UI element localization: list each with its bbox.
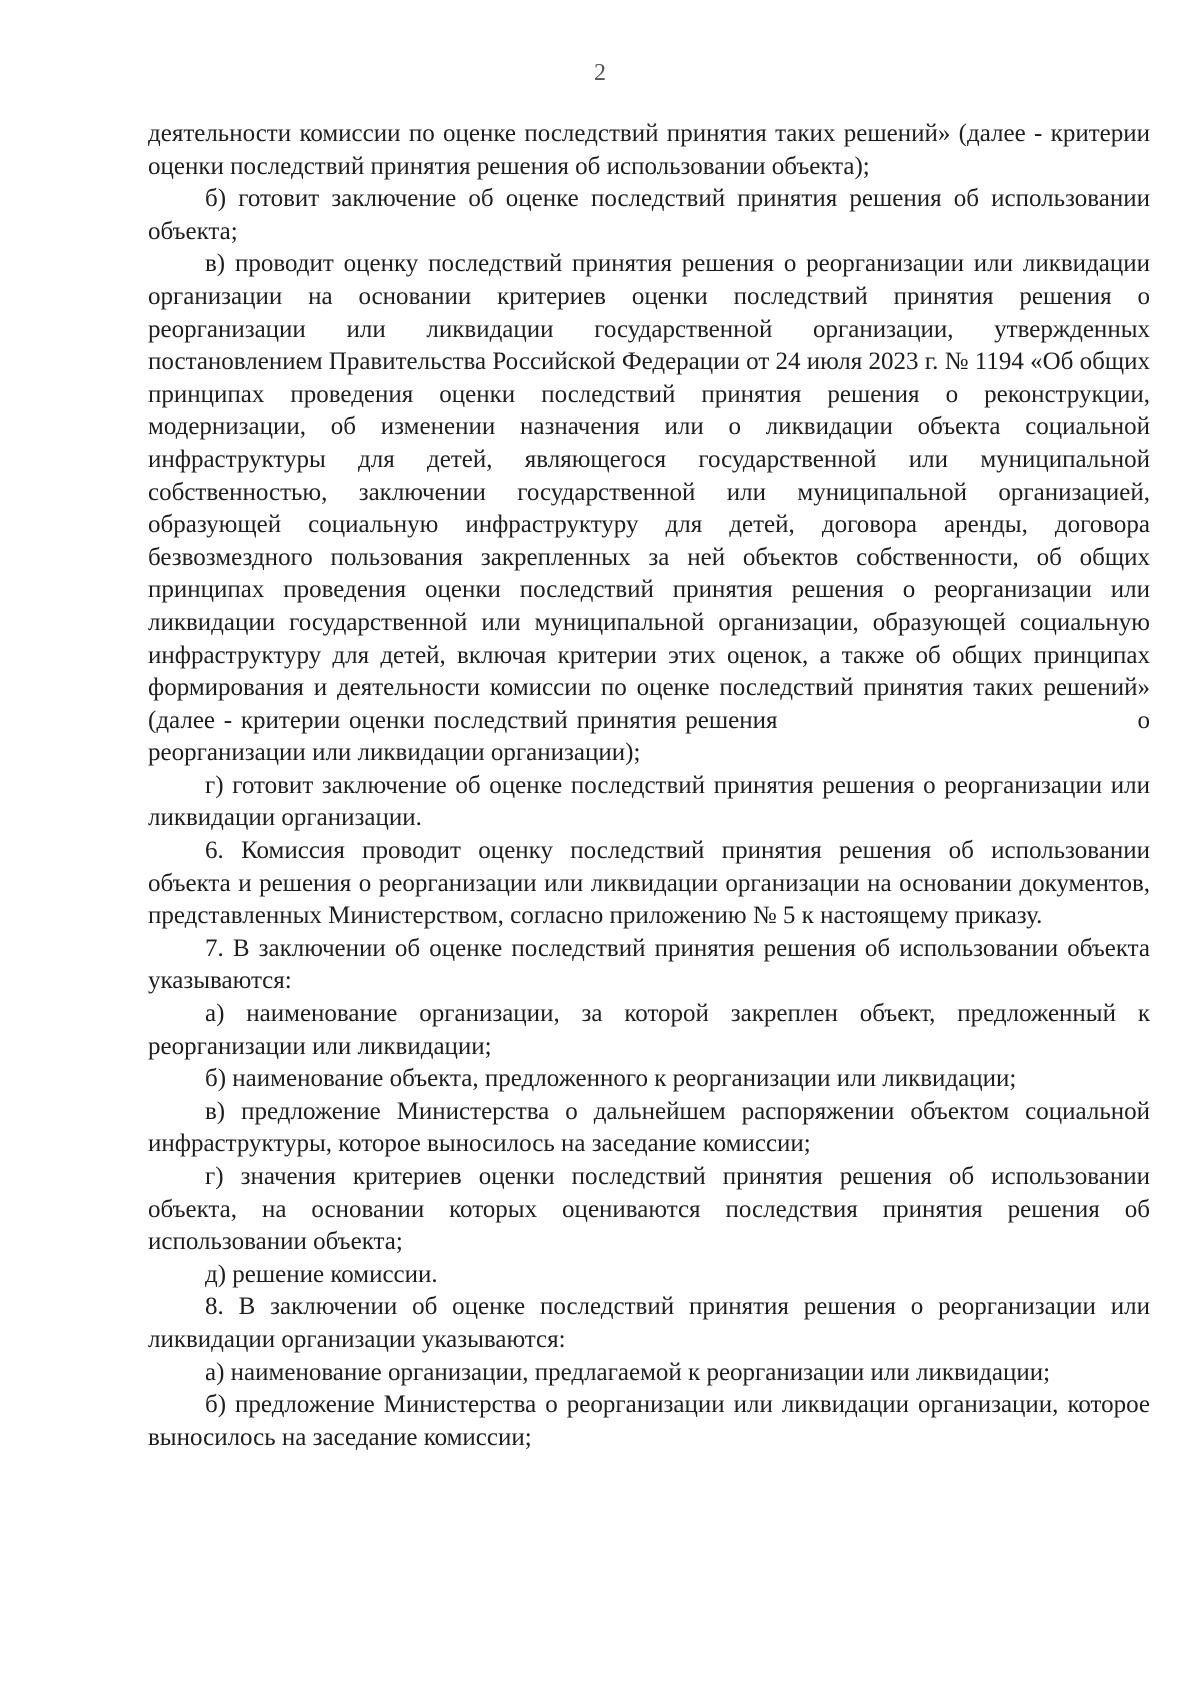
document-body xyxy=(148,118,1150,1454)
paragraph: б) готовит заключение об оценке последствий принятия решения об использовании объекта; xyxy=(148,185,1150,245)
paragraph: д) решение комиссии. xyxy=(205,1260,438,1288)
paragraph: а) наименование организации, за которой закреплен объект, предложенный к реорганизации или ликвидации; xyxy=(148,1000,1150,1060)
paragraph: в) предложение Министерства о дальнейшем распоряжении объектом социальной инфраструктуры, которое выносилось на заседание комиссии; xyxy=(148,1097,1150,1158)
paragraph: г) готовит заключение об оценке последствий принятия решения о реорганизации или ликвидации организации. xyxy=(148,771,1150,832)
paragraph: б) наименование объекта, предложенного к реорганизации или ликвидации; xyxy=(205,1065,1017,1093)
paragraph-text-tail: о реорганизации или ликвидации организации); xyxy=(148,706,1150,767)
paragraph: а) наименование организации, предлагаемой к реорганизации или ликвидации; xyxy=(205,1358,1051,1386)
paragraph-text: в) проводит оценку последствий принятия решения о реорганизации или ликвидации организации на основании критериев оценки последствий принятия решения о реорганизации или ликвидации государственной организации, утвержденных постановлением Правительства Российской Федерации от 24 июля 2023 г. № 1194 «Об общих принципах проведения оценки последствий принятия решения о реконструкции, модернизации, об изменении назначения или о ликвидации объекта социальной инфраструктуры для детей, являющегося государственной или муниципальной собственностью, заключении государственной или муниципальной организацией, образующей социальную инфраструктуру для детей, договора аренды, договора безвозмездного пользования закрепленных за ней объектов собственности, об общих принципах проведения оценки последствий принятия решения о реорганизации или ликвидации государственной или муниципальной организации, образующей социальную инфраструктуру для детей, включая критерии этих оценок, а также об общих принципах формирования и деятельности комиссии по оценке последствий принятия таких решений» (далее - критерии оценки последствий принятия решения xyxy=(148,250,1150,734)
paragraph: 8. В заключении об оценке последствий принятия решения о реорганизации или ликвидации организации указываются: xyxy=(148,1293,1150,1353)
paragraph: 6. Комиссия проводит оценку последствий принятия решения об использовании объекта и решения о реорганизации или ликвидации организации на основании документов, представленных Министерством, согласно приложению № 5 к настоящему приказу. xyxy=(148,837,1150,930)
paragraph: 7. В заключении об оценке последствий принятия решения об использовании объекта указываются: xyxy=(148,934,1150,995)
paragraph xyxy=(148,248,1150,770)
paragraph: деятельности комиссии по оценке последствий принятия таких решений» (далее - критерии оценки последствий принятия решения об использовании объекта); xyxy=(148,120,1150,180)
paragraph: г) значения критериев оценки последствий принятия решения об использовании объекта, на основании которых оцениваются последствия принятия решения об использовании объекта; xyxy=(148,1163,1150,1256)
page-number: 2 xyxy=(594,60,606,86)
paragraph: б) предложение Министерства о реорганизации или ликвидации организации, которое выносилось на заседание комиссии; xyxy=(148,1391,1150,1451)
